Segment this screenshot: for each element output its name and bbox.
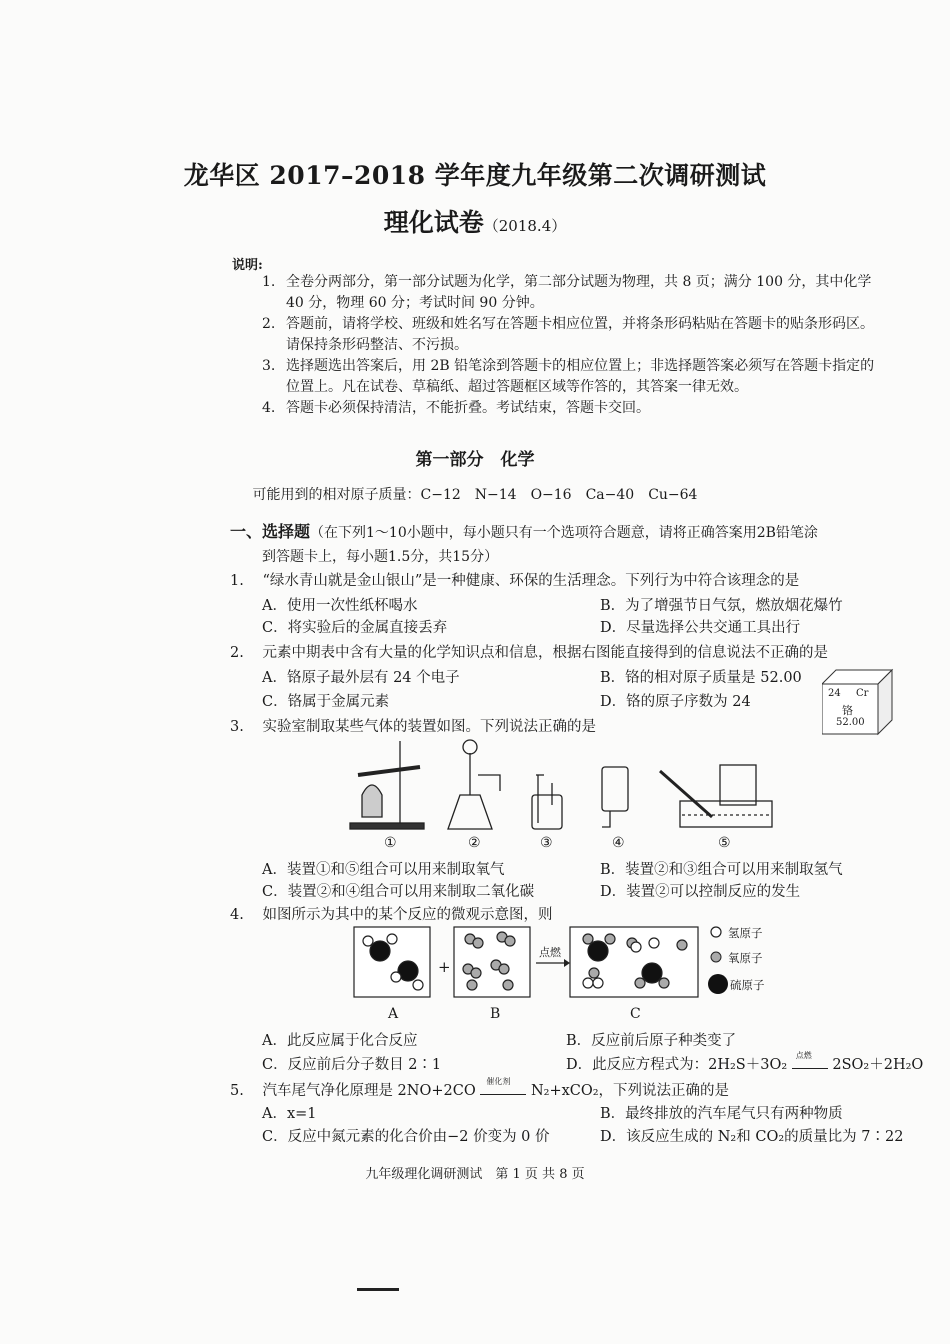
exam-title: 龙华区 2017–2018 学年度九年级第二次调研测试 (183, 161, 767, 190)
element-name: 铬 (842, 704, 853, 717)
option-a: A．使用一次性纸杯喝水 (262, 598, 418, 614)
option-c: C．反应中氮元素的化合价由−2 价变为 0 价 (262, 1129, 550, 1145)
option-b: B．最终排放的汽车尾气只有两种物质 (600, 1106, 843, 1122)
option-a: A．x=1 (262, 1106, 317, 1122)
apparatus-1-base (350, 823, 424, 829)
option-b: B．装置②和③组合可以用来制取氢气 (600, 862, 843, 878)
option-d: D．该反应生成的 N₂和 CO₂的质量比为 7∶22 (600, 1129, 904, 1145)
option-a: A．此反应属于化合反应 (262, 1033, 418, 1049)
apparatus-label-4: ④ (612, 835, 625, 851)
element-mass: 52.00 (836, 717, 865, 728)
option-c: C．铬属于金属元素 (262, 694, 390, 710)
question-5 (230, 1079, 729, 1100)
question-stem: 元素中期表中含有大量的化学知识点和信息，根据右图能直接得到的信息说法不正确的是 (262, 645, 828, 661)
question-2 (230, 641, 828, 662)
legend-hydrogen: 氢原子 (728, 926, 763, 940)
element-symbol: Cr (856, 688, 869, 699)
part-title: 第一部分 化学 (415, 450, 535, 470)
instruction-text: 答题前，请将学校、班级和姓名写在答题卡相应位置，并将条形码粘贴在答题卡的贴条形码区。请保持条形码整洁、不污损。 (286, 316, 874, 353)
apparatus-1-lamp (362, 785, 382, 817)
question-num: 2. (230, 645, 244, 661)
instruction-text: 选择题选出答案后，用 2B 铅笔涂到答题卡的相应位置上；非选择题答案必须写在答题卡指定的位置上。凡在试卷、草稿纸、超过答题框区域等作答的，其答案一律无效。 (286, 358, 875, 395)
legend-sulfur: 硫原子 (730, 978, 765, 992)
hydrogen-marker (711, 927, 721, 937)
question-num: 5. (230, 1083, 244, 1099)
exam-date: （2018.4） (483, 217, 567, 235)
question-stem: 实验室制取某些气体的装置如图。下列说法正确的是 (262, 719, 596, 735)
catalyst-arrow (480, 1077, 526, 1095)
instruction-num: 3. (262, 358, 276, 374)
legend-oxygen: 氧原子 (728, 951, 763, 965)
instruction-num: 2. (262, 316, 276, 332)
question-stem: 如图所示为其中的某个反应的微观示意图，则 (262, 907, 553, 923)
apparatus-label-5: ⑤ (718, 835, 731, 851)
instructions-label: 说明: (232, 258, 263, 273)
box-label-c: C (630, 1006, 641, 1022)
section-heading (230, 520, 895, 569)
reaction-arrow-label: 点燃 (539, 946, 561, 959)
atomic-masses: 可能用到的相对原子质量：C−12 N−14 O−16 Ca−40 Cu−64 (252, 487, 698, 503)
legend-markers (706, 924, 730, 996)
option-b: B．为了增强节日气氛，燃放烟花爆竹 (600, 598, 843, 614)
question-1 (230, 569, 799, 590)
instruction-text: 答题卡必须保持清洁，不能折叠。考试结束，答题卡交回。 (286, 400, 650, 416)
question-stem: “绿水青山就是金山银山”是一种健康、环保的生活理念。下列行为中符合该理念的是 (262, 573, 800, 589)
apparatus-4-bottle (602, 767, 628, 811)
instruction-num: 1. (262, 274, 276, 290)
catalyst-label: 催化剂 (486, 1077, 511, 1086)
instruction-item (262, 398, 887, 419)
instruction-text: 全卷分两部分，第一部分试题为化学，第二部分试题为物理，共 8 页；满分 100 分，其中化学 40 分，物理 60 分；考试时间 90 分钟。 (286, 274, 872, 311)
option-b: B．反应前后原子种类变了 (566, 1033, 737, 1049)
section-desc-2: 到答题卡上，每小题1.5分，共15分） (262, 549, 499, 565)
option-a: A．铬原子最外层有 24 个电子 (262, 670, 460, 686)
eq-arrow (792, 1051, 828, 1069)
apparatus-2-flask (448, 795, 492, 829)
apparatus-label-2: ② (468, 835, 481, 851)
oxygen-marker (711, 952, 721, 962)
eq-condition: 点燃 (795, 1051, 812, 1060)
apparatus-label-1: ① (384, 835, 397, 851)
element-card (822, 666, 894, 742)
instruction-item (262, 314, 887, 356)
plus-sign: + (438, 958, 451, 976)
apparatus-1-tube (358, 767, 420, 775)
question-num: 3. (230, 719, 244, 735)
apparatus-5-jar (720, 765, 756, 805)
box-label-b: B (490, 1006, 501, 1022)
option-d: D．尽量选择公共交通工具出行 (600, 620, 801, 636)
section-title: 一、选择题 (230, 522, 311, 541)
question-4 (230, 903, 552, 924)
option-a: A．装置①和⑤组合可以用来制取氧气 (262, 862, 505, 878)
instruction-num: 4. (262, 400, 276, 416)
question-num: 4. (230, 907, 244, 923)
instruction-item (262, 356, 887, 398)
option-d: D．铬的原子序数为 24 (600, 694, 751, 710)
instruction-item (262, 272, 887, 314)
exam-subtitle (0, 203, 950, 239)
lab-apparatus-diagram (340, 735, 780, 835)
option-d (566, 1053, 923, 1074)
sulfur-marker (708, 974, 728, 994)
box-label-a: A (388, 1006, 399, 1022)
apparatus-label-3: ③ (540, 835, 553, 851)
apparatus-3-bottle (532, 795, 562, 829)
option-c: C．反应前后分子数目 2∶1 (262, 1057, 442, 1073)
question-stem-rest: N₂+xCO₂，下列说法正确的是 (530, 1083, 730, 1099)
question-num: 1. (230, 573, 244, 589)
page-footer: 九年级理化调研测试 第 1 页 共 8 页 (365, 1167, 585, 1182)
element-number: 24 (828, 688, 841, 699)
option-d: D．装置②可以控制反应的发生 (600, 884, 801, 900)
section-desc-1: （在下列1～10小题中，每小题只有一个选项符合题意，请将正确答案用2B铅笔涂 (310, 525, 818, 541)
option-b: B．铬的相对原子质量是 52.00 (600, 670, 802, 686)
option-c: C．装置②和④组合可以用来制取二氧化碳 (262, 884, 535, 900)
scan-mark (357, 1288, 399, 1291)
option-d-eq-right: 2SO₂＋2H₂O (832, 1057, 924, 1073)
option-c: C．将实验后的金属直接丢弃 (262, 620, 448, 636)
option-d-eq-left: D．此反应方程式为：2H₂S＋3O₂ (566, 1057, 788, 1073)
question-stem: 汽车尾气净化原理是 2NO+2CO (262, 1083, 476, 1099)
subtitle-text: 理化试卷 (383, 208, 484, 237)
question-3 (230, 715, 596, 736)
